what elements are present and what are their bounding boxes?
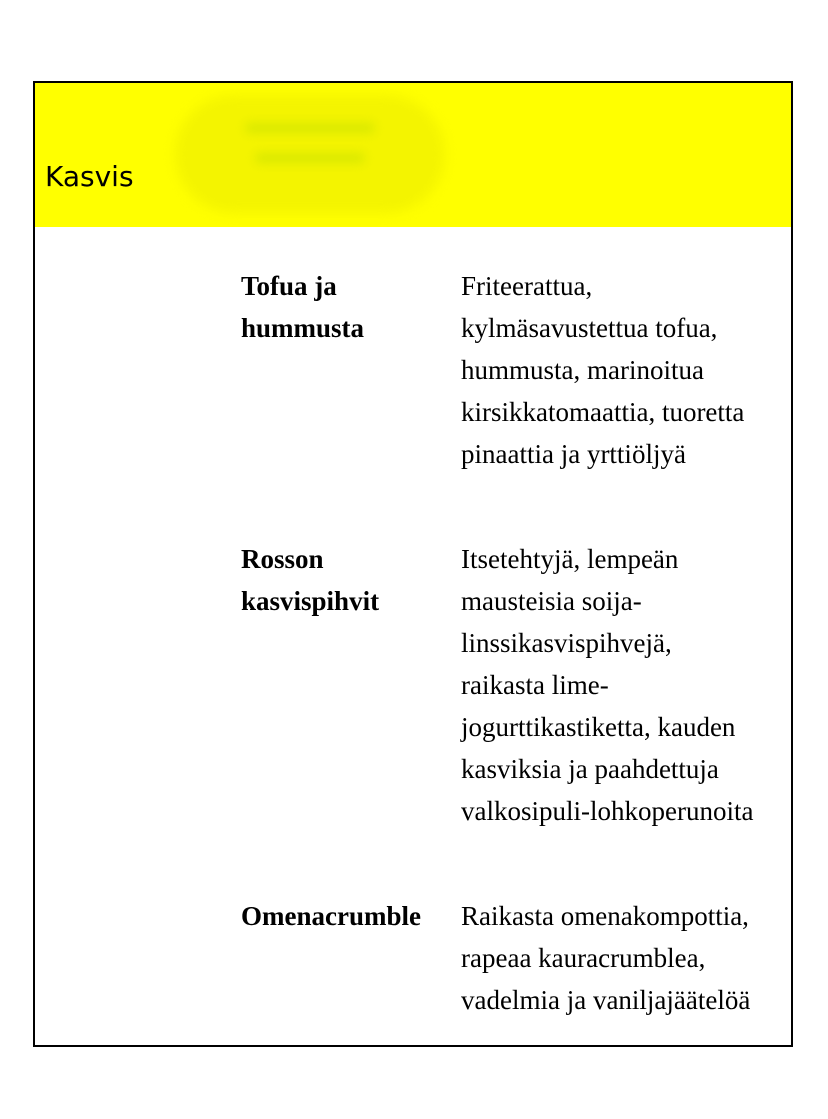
dish-description-line: vadelmia ja vaniljajäätelöä	[461, 985, 751, 1015]
category-header	[35, 83, 791, 227]
dish-name-line: Tofua ja	[241, 271, 337, 301]
dish-name	[241, 895, 446, 937]
dish-name-line: Rosson	[241, 544, 324, 574]
dish-description-line: raikasta lime-	[461, 670, 609, 700]
dish-description-line: pinaattia ja yrttiöljyä	[461, 439, 686, 469]
dish-description-line: Friteerattua,	[461, 271, 593, 301]
dish-description-line: rapeaa kauracrumblea,	[461, 943, 706, 973]
dish-description-line: kirsikkatomaattia, tuoretta	[461, 397, 745, 427]
dish-description-line: hummusta, marinoitua	[461, 355, 704, 385]
dish-description-line: valkosipuli-lohkoperunoita	[461, 796, 754, 826]
dish-description	[461, 265, 787, 475]
dish-name-line: hummusta	[241, 313, 365, 343]
dish-description-line: Raikasta omenakompottia,	[461, 901, 749, 931]
dish-description-line: kylmäsavustettua tofua,	[461, 313, 718, 343]
dish-description-line: Itsetehtyjä, lempeän	[461, 544, 679, 574]
dish-description-line: mausteisia soija-	[461, 586, 642, 616]
category-title: Kasvis	[45, 160, 134, 193]
menu-section	[33, 81, 793, 1047]
dish-name-line: Omenacrumble	[241, 901, 421, 931]
dish-description-line: kasviksia ja paahdettuja	[461, 754, 719, 784]
dish-description-line: jogurttikastiketta, kauden	[461, 712, 736, 742]
blurred-logo-detail	[245, 123, 375, 133]
dish-description-line: linssikasvispihvejä,	[461, 628, 672, 658]
dish-name	[241, 265, 446, 349]
dish-name-line: kasvispihvit	[241, 586, 380, 616]
dish-name	[241, 538, 446, 622]
dish-description	[461, 538, 787, 832]
dish-description	[461, 895, 787, 1021]
blurred-logo-detail	[255, 153, 365, 163]
